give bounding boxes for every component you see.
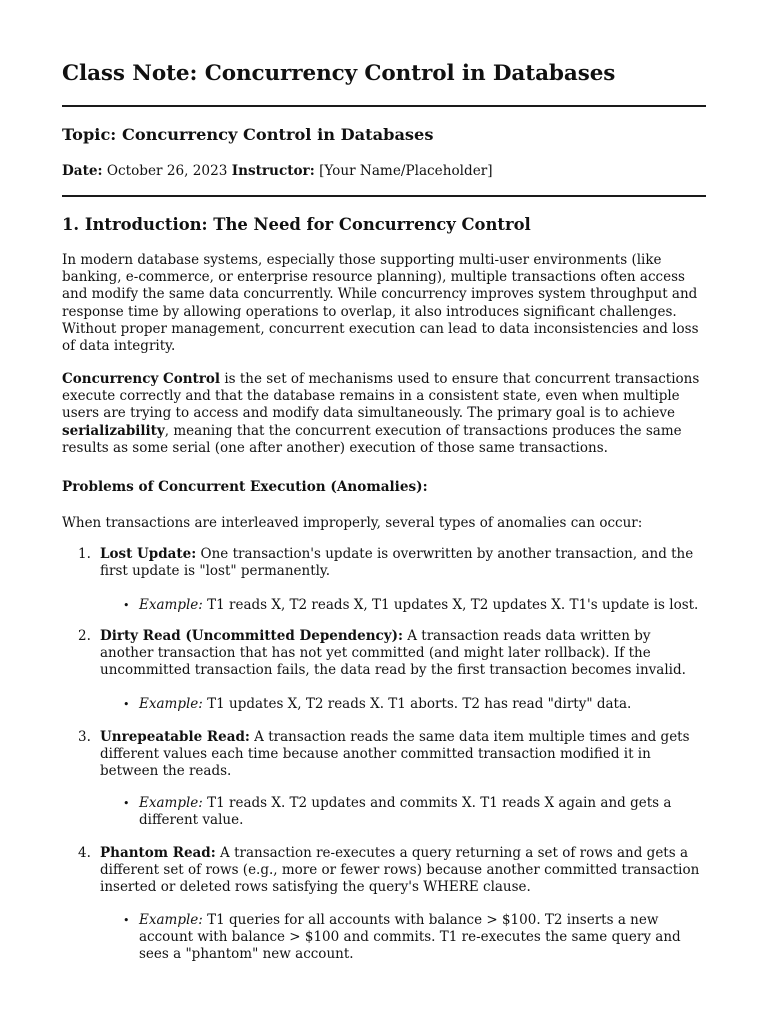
bullet-icon: • — [123, 599, 130, 612]
bullet-icon: • — [123, 914, 130, 927]
term-serializability: serializability — [62, 422, 165, 439]
anomaly-desc: A transaction reads the same data item multiple times and gets different values each time because another committed transaction modified it in between the reads. — [100, 729, 690, 780]
example-text — [139, 597, 706, 614]
example-text — [139, 795, 706, 829]
intro-paragraph: In modern database systems, especially those supporting multi-user environments (like banking, e-commerce, or enterprise resource planning), multiple transactions often access and modify the same data concurrently. While concurrency improves system throughput and response time by allowing operations to overlap, it also introduces significant challenges. Without proper management, concurrent execution can lead to data inconsistencies and loss of data integrity. — [62, 252, 699, 355]
example-text — [139, 912, 706, 964]
example-bullet — [62, 912, 706, 964]
topic-label: Topic: — [62, 125, 117, 144]
example-bullet — [62, 696, 706, 713]
example-label: Example: — [139, 795, 203, 811]
anomaly-item-unrepeatable-read — [62, 729, 706, 781]
example-value: T1 reads X. T2 updates and commits X. T1 reads X again and gets a different value. — [139, 795, 672, 829]
topic-value: Concurrency Control in Databases — [121, 125, 434, 144]
definition-paragraph — [62, 371, 706, 457]
date-value: October 26, 2023 — [106, 163, 228, 179]
example-value: T1 reads X, T2 reads X, T1 updates X, T2 updates X. T1's update is lost. — [202, 597, 699, 613]
topic-heading — [62, 122, 433, 148]
list-number: 2. — [78, 628, 91, 644]
anomaly-desc: A transaction reads data written by another transaction that has not yet committed (and might later rollback). If the uncommitted transaction fails, the data read by the first transaction becomes invalid. — [100, 628, 686, 679]
list-number: 1. — [78, 546, 91, 562]
example-bullet — [62, 795, 706, 829]
bullet-icon: • — [123, 797, 130, 810]
anomaly-item-dirty-read — [62, 628, 706, 680]
anomaly-text — [100, 628, 706, 680]
anomaly-item-phantom-read — [62, 845, 706, 897]
anomaly-term: Dirty Read (Uncommitted Dependency): — [100, 628, 403, 644]
example-label: Example: — [139, 912, 203, 928]
date-label: Date: — [62, 163, 103, 179]
example-text — [139, 696, 706, 713]
anomaly-term: Unrepeatable Read: — [100, 729, 250, 745]
example-bullet — [62, 597, 706, 614]
anomaly-text — [100, 845, 706, 897]
section-heading: 1. Introduction: The Need for Concurrency Control — [62, 215, 531, 234]
term-concurrency-control: Concurrency Control — [62, 371, 221, 387]
anomalies-subheading: Problems of Concurrent Execution (Anomalies): — [62, 479, 428, 495]
page-title: Class Note: Concurrency Control in Databases — [62, 61, 616, 86]
anomaly-desc: A transaction re-executes a query returning a set of rows and gets a different set of rows (e.g., more or fewer rows) because another committed transaction inserted or deleted rows satisfying the query's WHERE clause. — [100, 845, 700, 896]
anomaly-term: Phantom Read: — [100, 845, 216, 861]
instructor-label: Instructor: — [231, 163, 315, 179]
bullet-icon: • — [123, 698, 130, 711]
anomaly-text — [100, 729, 706, 781]
meta-divider — [62, 195, 706, 197]
meta-line — [62, 160, 493, 182]
anomaly-item-lost-update — [62, 546, 706, 580]
definition-text-b: , meaning that the concurrent execution of transactions produces the same results as some serial (one after another) execution of those same transactions. — [62, 422, 682, 456]
anomalies-intro: When transactions are interleaved improperly, several types of anomalies can occur: — [62, 515, 643, 531]
list-number: 4. — [78, 845, 91, 861]
example-value: T1 queries for all accounts with balance > $100. T2 inserts a new account with balance > $100 and commits. T1 re-executes the same query and sees a "phantom" new account. — [139, 912, 681, 963]
definition-text-a: is the set of mechanisms used to ensure that concurrent transactions execute correctly and that the database remains in a consistent state, even when multiple users are trying to access and modify data simultaneously. The primary goal is to achieve — [62, 371, 700, 422]
anomaly-desc: One transaction's update is overwritten by another transaction, and the first update is "lost" permanently. — [100, 546, 694, 580]
example-label: Example: — [139, 696, 203, 712]
instructor-value: [Your Name/Placeholder] — [319, 163, 493, 179]
example-label: Example: — [139, 597, 203, 613]
example-value: T1 updates X, T2 reads X. T1 aborts. T2 has read "dirty" data. — [202, 696, 632, 712]
title-divider — [62, 105, 706, 107]
list-number: 3. — [78, 729, 91, 745]
anomaly-term: Lost Update: — [100, 546, 197, 562]
anomaly-text — [100, 546, 706, 580]
